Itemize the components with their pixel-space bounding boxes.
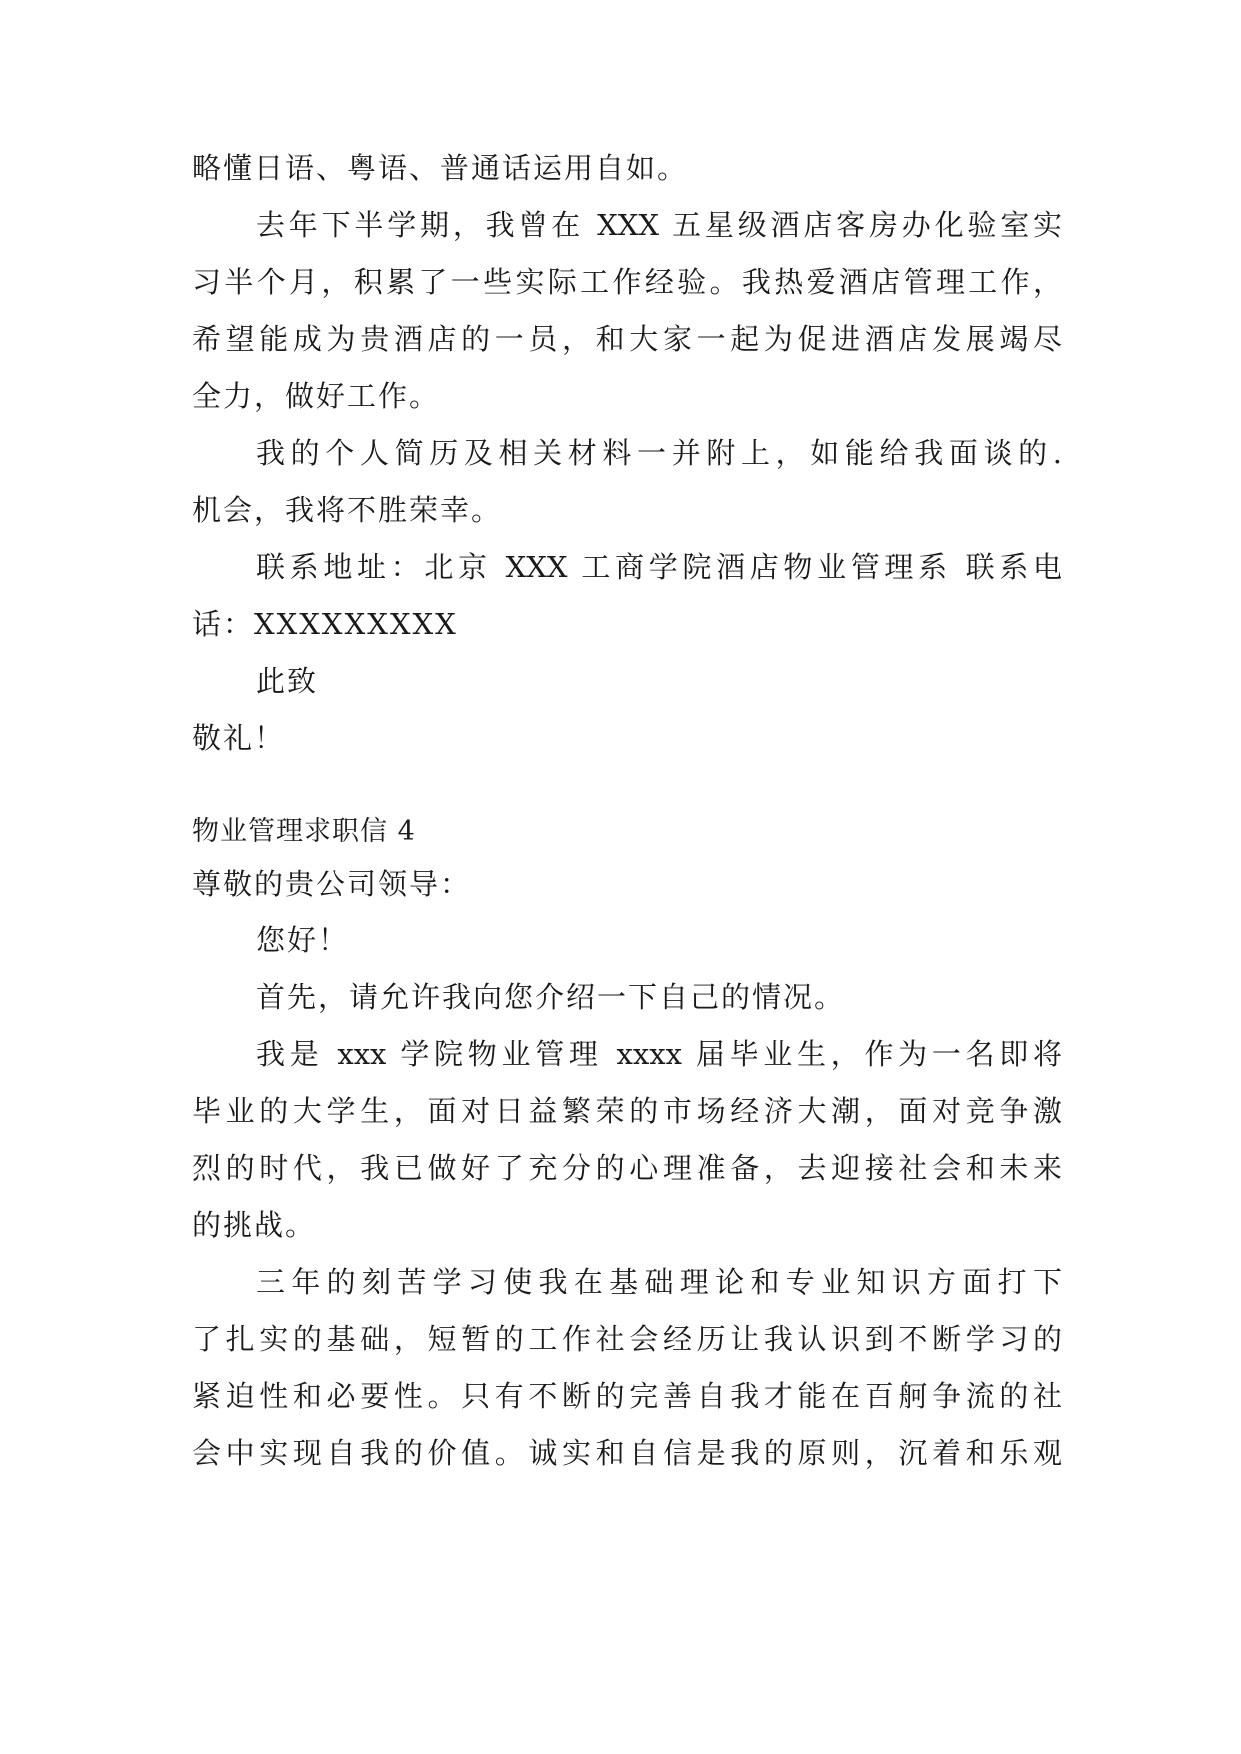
text-line: 希望能成为贵酒店的一员，和大家一起为促进酒店发展竭尽 bbox=[192, 322, 1062, 356]
contact-phone-line: 话：XXXXXXXXX bbox=[192, 607, 458, 641]
paragraph-first-line: 我是 xxx 学院物业管理 xxxx 届毕业生，作为一名即将 bbox=[256, 1037, 1062, 1071]
text-line: 全力，做好工作。 bbox=[192, 379, 441, 413]
text-line: 的挑战。 bbox=[192, 1208, 317, 1242]
letter-greeting: 您好！ bbox=[256, 923, 350, 957]
text-line: 略懂日语、粤语、普通话运用自如。 bbox=[192, 151, 689, 185]
contact-address-line: 联系地址：北京 XXX 工商学院酒店物业管理系 联系电 bbox=[256, 550, 1062, 584]
section-title: 物业管理求职信 4 bbox=[192, 816, 416, 847]
letter-addressee: 尊敬的贵公司领导： bbox=[192, 867, 472, 901]
text-line: 了扎实的基础，短暂的工作社会经历让我认识到不断学习的 bbox=[192, 1322, 1062, 1356]
text-line: 烈的时代，我已做好了充分的心理准备，去迎接社会和未来 bbox=[192, 1151, 1062, 1185]
text-line: 习半个月，积累了一些实际工作经验。我热爱酒店管理工作， bbox=[192, 265, 1062, 299]
paragraph-first-line: 去年下半学期，我曾在 XXX 五星级酒店客房办化验室实 bbox=[256, 208, 1062, 242]
closing-greeting: 此致 bbox=[256, 664, 319, 698]
text-line: 机会，我将不胜荣幸。 bbox=[192, 493, 503, 527]
paragraph-first-line: 我的个人简历及相关材料一并附上，如能给我面谈的. bbox=[256, 436, 1062, 470]
paragraph-first-line: 三年的刻苦学习使我在基础理论和专业知识方面打下 bbox=[256, 1265, 1062, 1299]
paragraph-first-line: 首先，请允许我向您介绍一下自己的情况。 bbox=[256, 980, 846, 1014]
text-line: 会中实现自我的价值。诚实和自信是我的原则，沉着和乐观 bbox=[192, 1436, 1062, 1470]
text-line: 毕业的大学生，面对日益繁荣的市场经济大潮，面对竞争激 bbox=[192, 1094, 1062, 1128]
closing-salutation: 敬礼！ bbox=[192, 721, 286, 755]
text-line: 紧迫性和必要性。只有不断的完善自我才能在百舸争流的社 bbox=[192, 1379, 1062, 1413]
